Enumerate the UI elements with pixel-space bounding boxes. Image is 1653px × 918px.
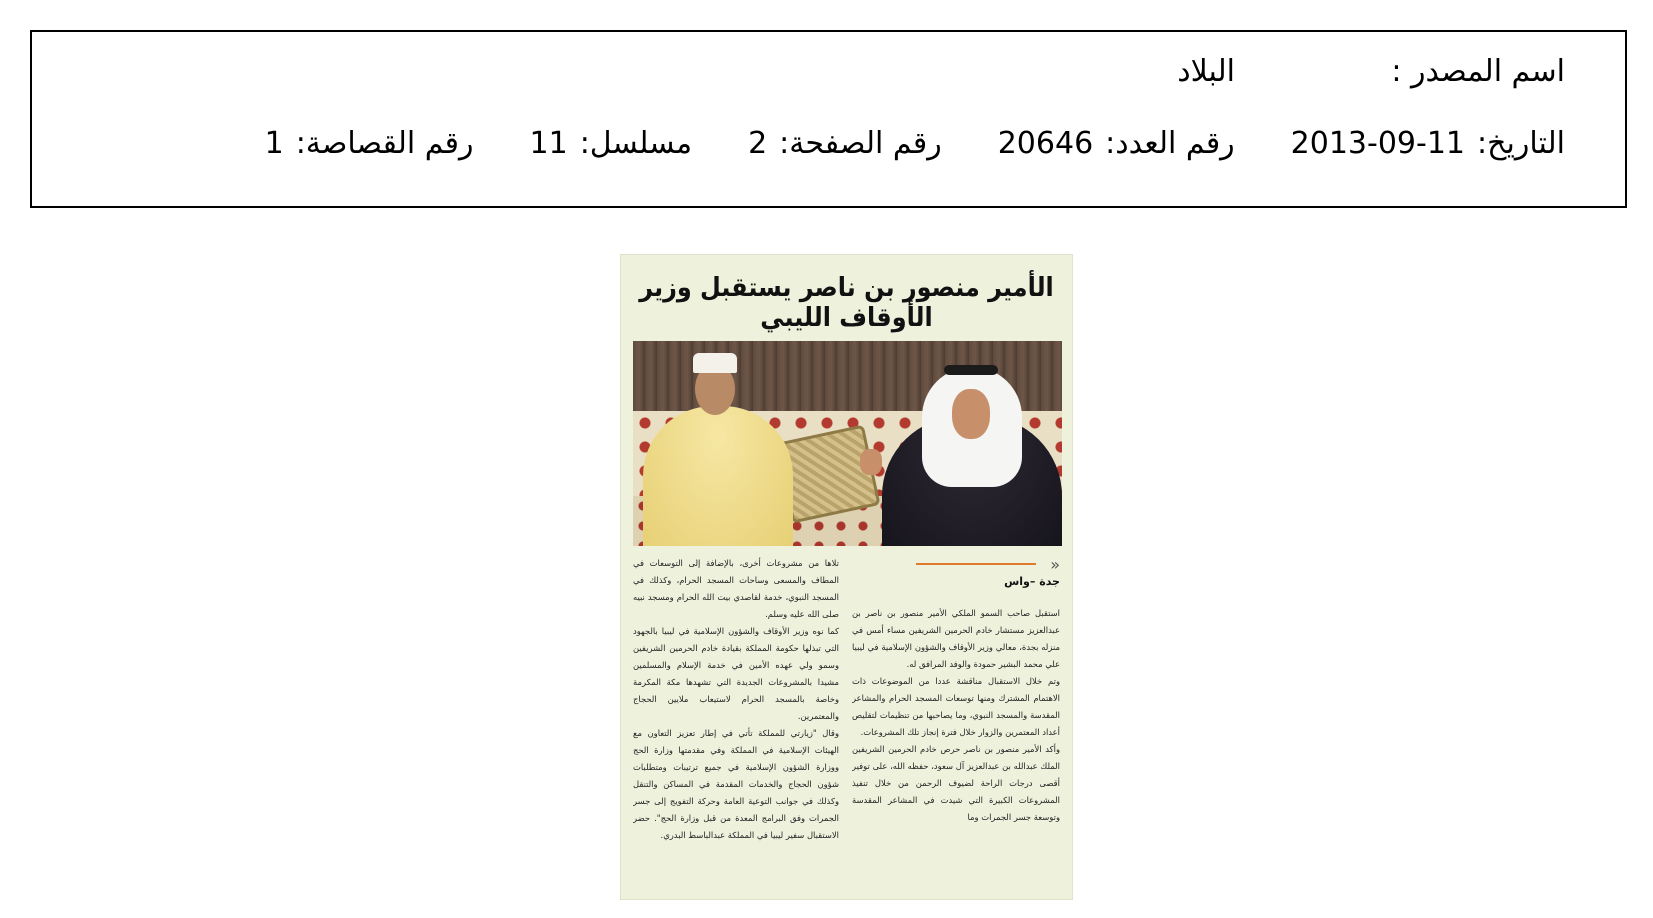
issue-field xyxy=(998,126,1235,161)
date-field xyxy=(1291,126,1565,161)
source-value: البلاد xyxy=(1177,54,1235,89)
article-paragraph: استقبل صاحب السمو الملكي الأمير منصور بن ناصر بن عبدالعزيز مستشار خادم الحرمين الشريفين مساء أمس في منزله بجدة، معالي وزير الأوقاف والشؤون الإسلامية في ليبيا علي محمد البشير حمودة والوفد المرافق له. xyxy=(852,608,1060,669)
article-paragraph: تلاها من مشروعات أخرى، بالإضافة إلى التوسعات في المطاف والمسعى وساحات المسجد الحرام، وكذلك في المسجد النبوي، خدمة لقاصدي بيت الله الحرام ومسجد نبيه صلى الله عليه وسلم. xyxy=(633,558,839,619)
photo-guest-figure xyxy=(643,406,793,546)
photo-guest-cap xyxy=(693,353,737,373)
clip-number-field xyxy=(265,126,474,161)
page-value: 2 xyxy=(748,126,768,161)
article-paragraph: كما نوه وزير الأوقاف والشؤون الإسلامية في ليبيا بالجهود التي تبذلها حكومة المملكة بقيادة خادم الحرمين الشريفين وسمو ولي عهده الأمين في خدمة الإسلام والمسلمين مشيدا بالمشروعات الجديدة التي تشهدها مكة المكرمة وخاصة بالمسجد الحرام لاستيعاب ملايين الحجاج والمعتمرين. xyxy=(633,626,839,721)
details-row xyxy=(92,126,1565,161)
article-column-left xyxy=(633,555,839,877)
source-label: اسم المصدر : xyxy=(1391,54,1565,89)
article-headline: الأمير منصور بن ناصر يستقبل وزير الأوقاف الليبي xyxy=(639,273,1054,333)
quote-mark-icon: « xyxy=(1050,555,1060,574)
serial-value: 11 xyxy=(529,126,568,161)
serial-label: مسلسل: xyxy=(579,126,693,161)
article-paragraph: وأكد الأمير منصور بن ناصر حرص خادم الحرمين الشريفين الملك عبدالله بن عبدالعزيز آل سعود، حفظه الله، على توفير أقصى درجات الراحة لضيوف الرحمن من خلال تنفيذ المشروعات الكبيرة التي شيدت في المشاعر المقدسة وتوسعة جسر الجمرات وما xyxy=(852,744,1060,822)
issue-value: 20646 xyxy=(997,126,1094,161)
page-label: رقم الصفحة: xyxy=(779,126,942,161)
date-label: التاريخ: xyxy=(1477,126,1565,161)
source-row xyxy=(92,54,1565,89)
newspaper-clipping xyxy=(620,254,1073,900)
photo-host-hand xyxy=(860,449,882,475)
article-photo xyxy=(633,341,1062,546)
serial-field xyxy=(530,126,693,161)
article-paragraph: وقال "زيارتي للمملكة تأتي في إطار تعزيز التعاون مع الهيئات الإسلامية في المملكة وفي مقدمتها وزارة الحج ووزارة الشؤون الإسلامية في جميع ترتيبات ومتطلبات شؤون الحجاج والخدمات المقدمة في المساكن والتنقل وكذلك في جوانب التوعية العامة وحركة التفويج إلى جسر الجمرات وفق البرامج المعدة من قبل وزارة الحج". حضر الاستقبال سفير ليبيا في المملكة عبدالباسط البدري. xyxy=(633,728,839,840)
clip-number-value: 1 xyxy=(264,126,284,161)
article-column-right xyxy=(852,605,1060,875)
clip-number-label: رقم القصاصة: xyxy=(295,126,474,161)
clipping-metadata-box xyxy=(30,30,1627,208)
article-dateline: جدة –واس xyxy=(1004,575,1060,588)
photo-host-face xyxy=(952,389,990,439)
page-field xyxy=(748,126,942,161)
accent-rule xyxy=(916,563,1036,565)
article-dateline-block xyxy=(852,555,1060,599)
issue-label: رقم العدد: xyxy=(1105,126,1235,161)
date-value: 2013-09-11 xyxy=(1290,126,1466,161)
photo-host-agal xyxy=(944,365,998,375)
article-paragraph: وتم خلال الاستقبال مناقشة عددا من الموضوعات ذات الاهتمام المشترك ومنها توسعات المسجد الحرام والمشاعر المقدسة والمسجد النبوي، وما يصاحبها من تنظيمات لتقليص أعداد المعتمرين والزوار خلال فترة إنجاز تلك المشروعات. xyxy=(852,676,1060,737)
